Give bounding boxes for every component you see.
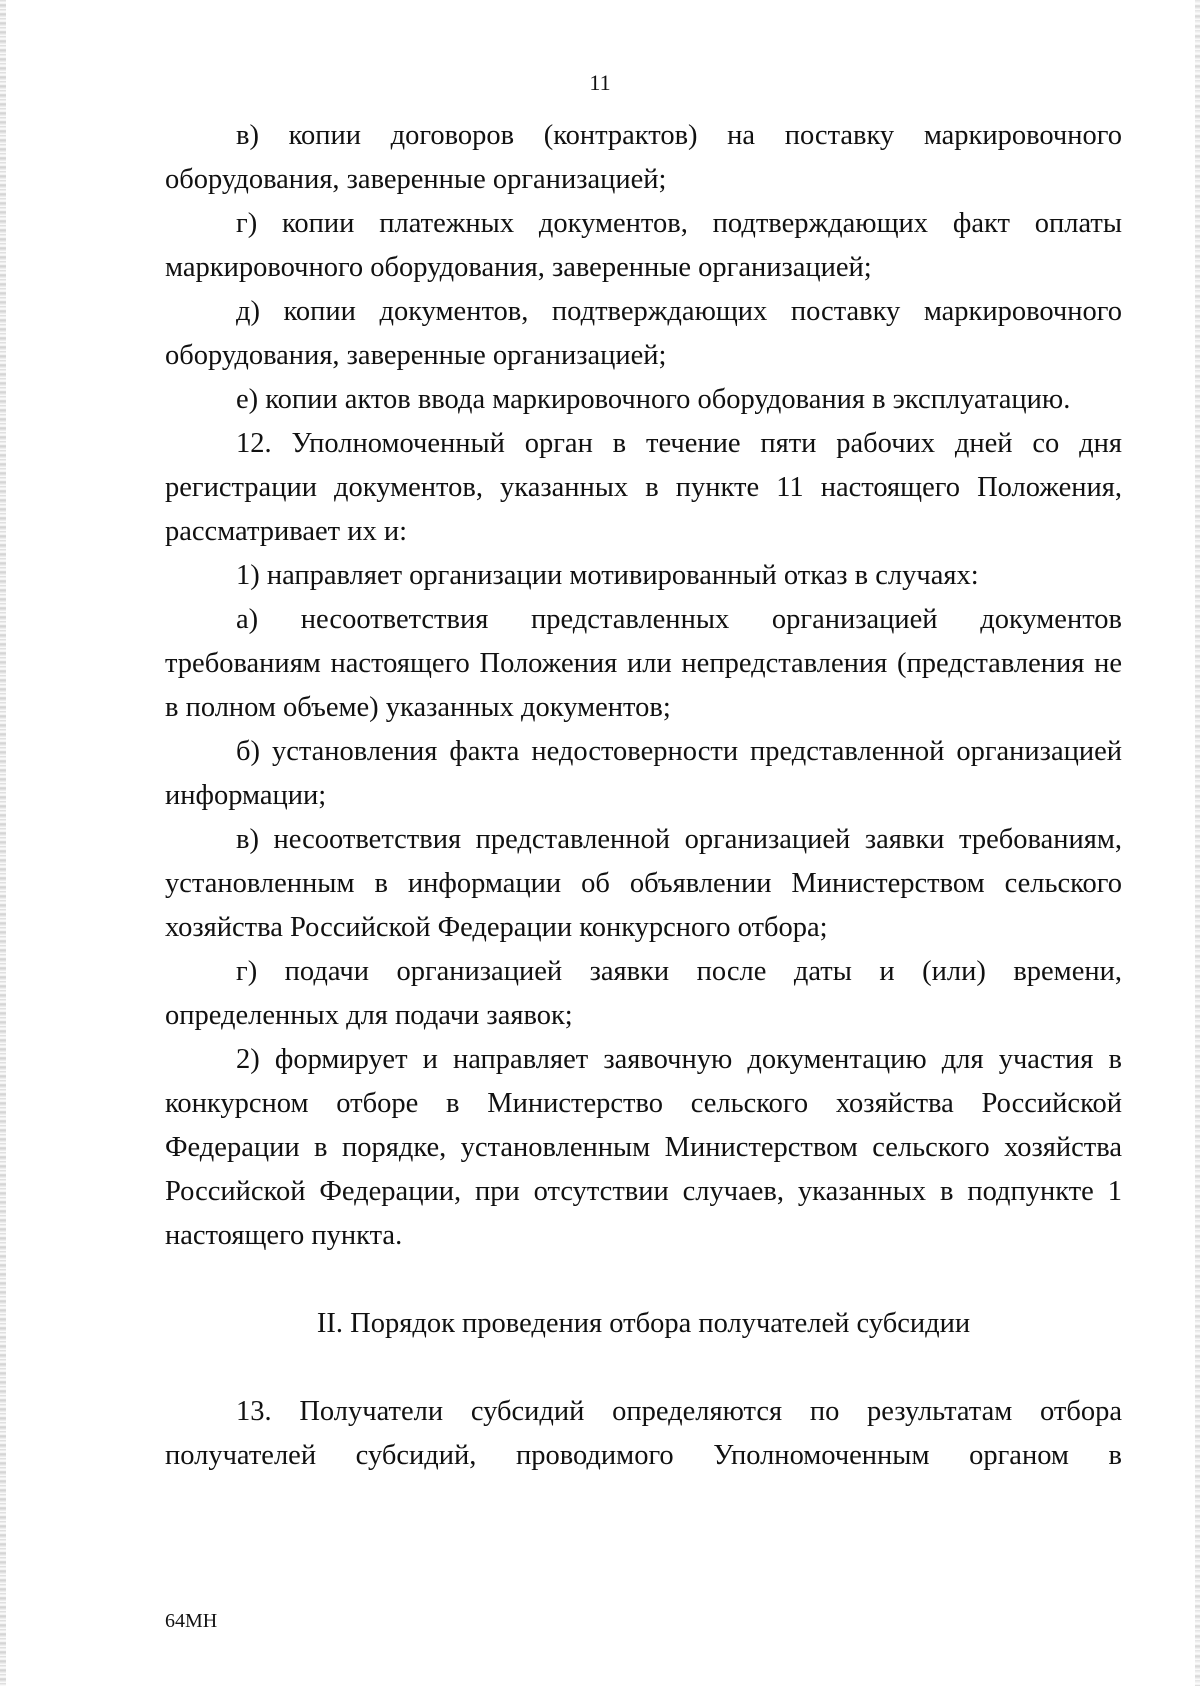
paragraph-subclause-1: 1) направляет организации мотивированный отказ в случаях: xyxy=(236,560,979,591)
document-body xyxy=(165,114,1122,1478)
paragraph-subclause-2: 2) формирует и направляет заявочную документацию для участия в конкурсном отборе в Министерство сельского хозяйства Российской Федерации в порядке, установленным Министерством сельского хозяйства Российской Федерации, при отсутствии случаев, указанных в подпункте 1 настоящего пункта. xyxy=(165,1044,1122,1251)
section-heading: II. Порядок проведения отбора получателей субсидии xyxy=(316,1308,971,1339)
paragraph-item-a-noncompliance: а) несоответствия представленных организацией документов требованиям настоящего Положения или непредставления (представления не в полном объеме) указанных документов; xyxy=(165,604,1122,723)
paragraph-item-v-application-noncompliance: в) несоответствия представленной организацией заявки требованиям, установленным в информации об объявлении Министерством сельского хозяйства Российской Федерации конкурсного отбора; xyxy=(165,824,1122,943)
scan-edge-right xyxy=(1195,0,1200,1686)
paragraph-item-g-payment-docs: г) копии платежных документов, подтверждающих факт оплаты маркировочного оборудования, заверенные организацией; xyxy=(165,208,1122,283)
footer-document-code: 64МН xyxy=(165,1610,218,1632)
paragraph-item-e-commissioning-acts: е) копии актов ввода маркировочного оборудования в эксплуатацию. xyxy=(236,384,1071,415)
paragraph-item-d-delivery-docs: д) копии документов, подтверждающих поставку маркировочного оборудования, заверенные организацией; xyxy=(165,296,1122,371)
paragraph-clause-12: 12. Уполномоченный орган в течение пяти рабочих дней со дня регистрации документов, указанных в пункте 11 настоящего Положения, рассматривает их и: xyxy=(165,428,1122,547)
paragraph-clause-13: 13. Получатели субсидий определяются по результатам отбора получателей субсидий, проводимого Уполномоченным органом в xyxy=(165,1396,1122,1471)
paragraph-item-g-late-submission: г) подачи организацией заявки после даты и (или) времени, определенных для подачи заявок; xyxy=(165,956,1122,1031)
page-number: 11 xyxy=(589,70,611,95)
scan-edge-left xyxy=(0,0,6,1686)
paragraph-item-v-contracts: в) копии договоров (контрактов) на поставку маркировочного оборудования, заверенные организацией; xyxy=(165,120,1122,195)
paragraph-item-b-unreliable-info: б) установления факта недостоверности представленной организацией информации; xyxy=(165,736,1122,811)
